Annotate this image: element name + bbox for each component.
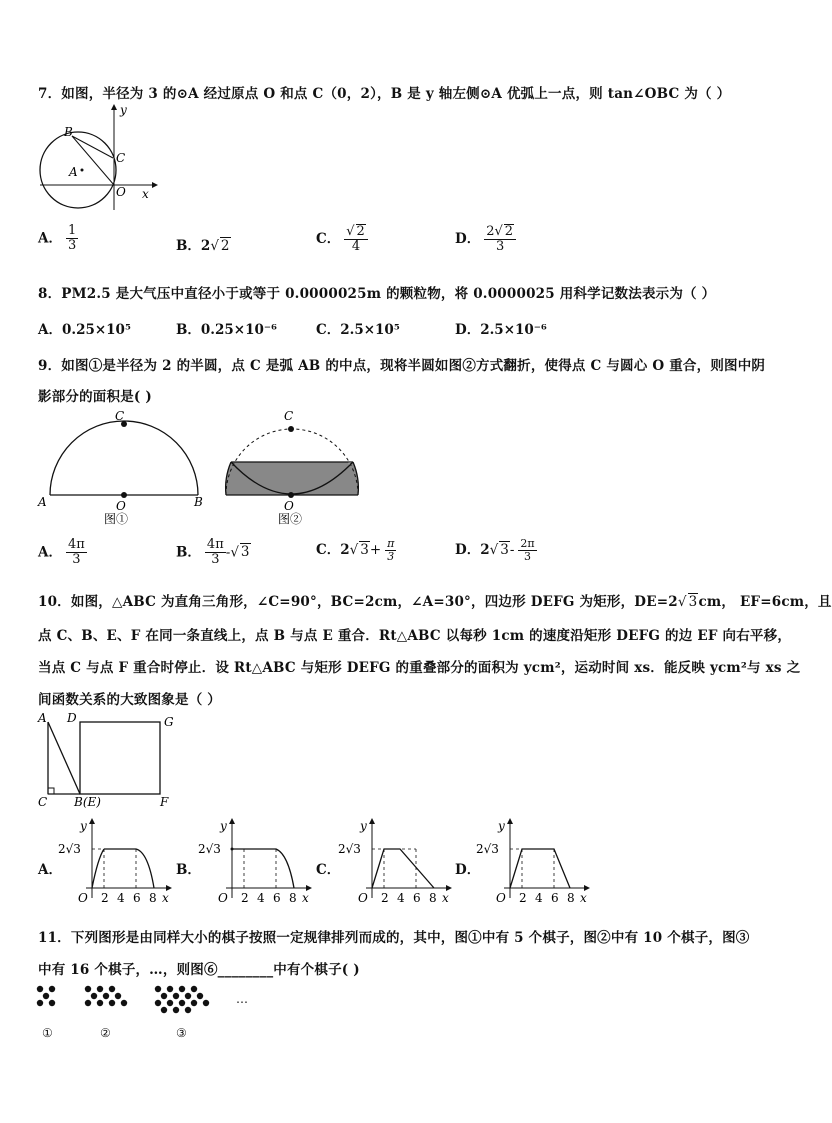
graph-y-tick-label: 2√3 (198, 842, 221, 856)
q11-pattern-2 (82, 984, 132, 1010)
q7-label-o: O (116, 185, 126, 199)
graph-y-tick-label: 2√3 (338, 842, 361, 856)
q11-ellipsis: … (236, 992, 248, 1006)
q10-graph-a[interactable] (56, 818, 174, 904)
graph-tick-6: 6 (551, 891, 559, 905)
q8-option-b[interactable]: B．0.25×10⁻⁶ (176, 322, 277, 338)
q11-stem-line2: 中有 16 个棋子，…，则图⑥________中有个棋子( ) (38, 962, 360, 978)
graph-y-label: y (220, 819, 227, 833)
q10-stem-line1: 10．如图，△ABC 为直角三角形，∠C=90°，BC=2cm，∠A=30°，四边形 DEFG 为矩形，DE=2√ 3cm， EF=6cm，且 (38, 594, 832, 610)
q10-option-a[interactable]: A． (38, 862, 62, 878)
q7-option-b[interactable]: B．2√ 2 (176, 238, 230, 254)
q7-label-a: A (69, 165, 78, 179)
q9-fig1-label-c: C (115, 409, 125, 423)
graph-tick-4: 4 (397, 891, 405, 905)
graph-x-label: x (580, 891, 587, 905)
q7-option-a[interactable]: A． $\frac{1}{3}$ (38, 223, 77, 254)
q10-fig-label-g: G (164, 715, 174, 729)
q8-option-c[interactable]: C．2.5×10⁵ (316, 322, 400, 338)
graph-tick-4: 4 (117, 891, 125, 905)
q8-option-a[interactable]: A．0.25×10⁵ (38, 322, 131, 338)
graph-tick-6: 6 (273, 891, 281, 905)
graph-tick-2: 2 (241, 891, 249, 905)
graph-tick-4: 4 (535, 891, 543, 905)
q10-figure (34, 710, 184, 810)
q11-pattern-3 (152, 984, 218, 1016)
q10-stem-line4: 间函数关系的大致图象是（ ） (38, 692, 221, 708)
q7-option-c[interactable]: C． $\frac{√ 2}{4}$ (316, 224, 368, 255)
graph-y-label: y (360, 819, 367, 833)
q11-stem-line1: 11．下列图形是由同样大小的棋子按照一定规律排列而成的，其中，图①中有 5 个棋子，图②中有 10 个棋子，图③ (38, 930, 750, 946)
q11-pattern-1 (34, 984, 64, 1010)
q10-fig-label-f: F (160, 795, 169, 809)
graph-origin-label: O (78, 891, 88, 905)
q10-option-b[interactable]: B． (176, 862, 201, 878)
graph-tick-2: 2 (381, 891, 389, 905)
q9-fig1-label-b: B (194, 495, 203, 509)
graph-x-label: x (302, 891, 309, 905)
q7-figure (34, 104, 164, 214)
graph-y-label: y (498, 819, 505, 833)
q8-stem: 8．PM2.5 是大气压中直径小于或等于 0.0000025m 的颗粒物，将 0.0000025 用科学记数法表示为（ ） (38, 286, 716, 302)
q9-fig1-label-a: A (38, 495, 47, 509)
graph-origin-label: O (496, 891, 506, 905)
q10-fig-label-d: D (67, 711, 77, 725)
q9-figure-2 (218, 408, 378, 528)
q10-stem-line3: 当点 C 与点 F 重合时停止．设 Rt△ABC 与矩形 DEFG 的重叠部分的面积为 ycm²，运动时间 xs．能反映 ycm²与 xs 之 (38, 660, 801, 676)
q7-label-b: B (64, 125, 73, 139)
graph-tick-8: 8 (429, 891, 437, 905)
graph-tick-2: 2 (519, 891, 527, 905)
q8-option-d[interactable]: D．2.5×10⁻⁶ (455, 322, 547, 338)
graph-y-label: y (80, 819, 87, 833)
q10-fig-label-be: B(E) (74, 795, 101, 809)
q9-fig1-caption: 图① (104, 512, 129, 526)
graph-tick-6: 6 (413, 891, 421, 905)
graph-tick-4: 4 (257, 891, 265, 905)
q9-fig2-caption: 图② (278, 512, 303, 526)
graph-x-label: x (162, 891, 169, 905)
graph-tick-2: 2 (101, 891, 109, 905)
q10-fig-label-a: A (38, 711, 47, 725)
graph-x-label: x (442, 891, 449, 905)
q9-fig2-label-o: O (284, 499, 294, 513)
q9-stem-line2: 影部分的面积是( ) (38, 389, 152, 405)
q11-caption-2: ② (100, 1026, 111, 1040)
q7-stem: 7．如图，半径为 3 的⊙A 经过原点 O 和点 C（0，2），B 是 y 轴左侧⊙A 优弧上一点，则 tan∠OBC 为（ ） (38, 86, 731, 102)
graph-y-tick-label: 2√3 (58, 842, 81, 856)
q10-option-d[interactable]: D． (455, 862, 481, 878)
graph-origin-label: O (218, 891, 228, 905)
graph-tick-8: 8 (567, 891, 575, 905)
q10-graph-b[interactable] (196, 818, 314, 904)
q10-stem-line2: 点 C、B、E、F 在同一条直线上，点 B 与点 E 重合．Rt△ABC 以每秒 1cm 的速度沿矩形 DEFG 的边 EF 向右平移， (38, 628, 792, 644)
q9-option-b[interactable]: B． $\frac{4\pi}{3}$ -√ 3 (176, 537, 250, 568)
q9-option-a[interactable]: A． $\frac{4\pi}{3}$ (38, 537, 85, 568)
q9-figure-1 (36, 408, 216, 528)
q9-fig1-label-o: O (116, 499, 126, 513)
q10-graph-c[interactable] (336, 818, 454, 904)
q9-stem-line1: 9．如图①是半径为 2 的半圆，点 C 是弧 AB 的中点，现将半圆如图②方式翻折，使得点 C 与圆心 O 重合，则图中阴 (38, 358, 766, 374)
q9-option-d[interactable]: D．2√ 3- $\frac{2\pi}{3}$ (455, 537, 535, 564)
graph-y-tick-label: 2√3 (476, 842, 499, 856)
q11-caption-1: ① (42, 1026, 53, 1040)
graph-origin-label: O (358, 891, 368, 905)
q9-fig2-label-c: C (284, 409, 294, 423)
q7-label-x: x (142, 187, 149, 201)
q7-label-y: y (120, 103, 127, 117)
graph-tick-6: 6 (133, 891, 141, 905)
q11-caption-3: ③ (176, 1026, 187, 1040)
q10-option-c[interactable]: C． (316, 862, 341, 878)
graph-tick-8: 8 (149, 891, 157, 905)
q10-graph-d[interactable] (474, 818, 592, 904)
graph-tick-8: 8 (289, 891, 297, 905)
q9-option-c[interactable]: C．2√ 3+ $\frac{\pi}{3}$ (316, 537, 395, 564)
q10-fig-label-c: C (38, 795, 48, 809)
q7-option-d[interactable]: D． $\frac{2√ 2}{3}$ (455, 224, 516, 255)
q7-label-c: C (116, 151, 126, 165)
